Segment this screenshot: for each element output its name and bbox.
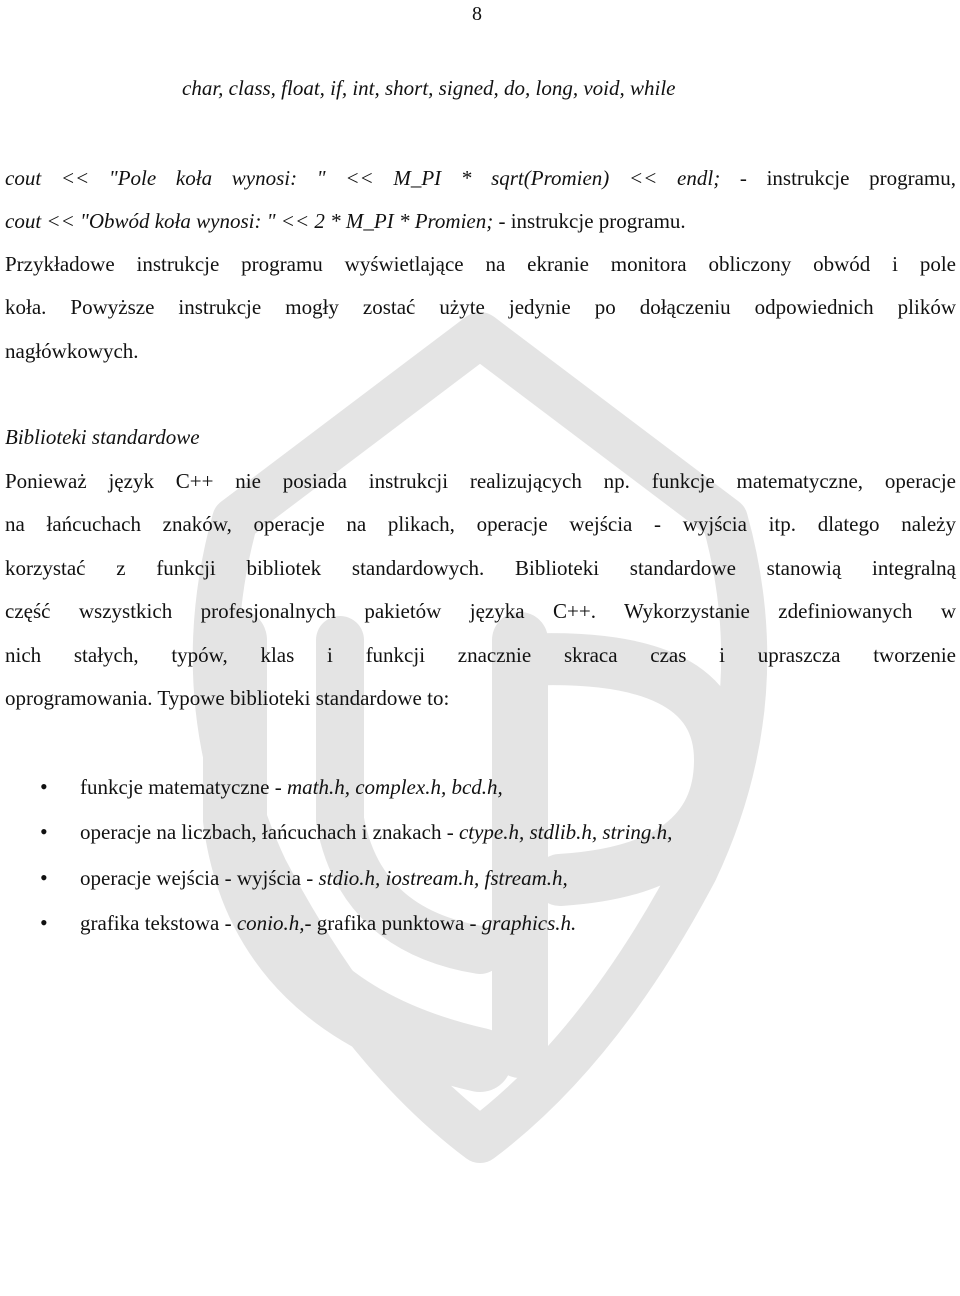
bullet-icon: • (40, 910, 48, 935)
list-item-text (80, 775, 503, 799)
bullet-icon: • (40, 774, 48, 799)
list-item-label: grafika tekstowa - (80, 911, 237, 935)
bullet-icon: • (40, 819, 48, 844)
code-line (5, 166, 956, 190)
code-description: - instrukcje programu, (720, 166, 956, 190)
list-item-files: ctype.h, stdlib.h, string.h, (458, 820, 673, 844)
code-line (5, 209, 686, 233)
keywords-line: char, class, float, if, int, short, signed, do, long, void, while (182, 76, 676, 100)
list-item-label: operacje wejścia - wyjścia - (80, 866, 319, 890)
code-snippet: cout << "Pole koła wynosi: " << M_PI * sqrt(Promien) << endl; (5, 166, 721, 190)
paragraph-line: koła. Powyższe instrukcje mogły zostać użyte jedynie po dołączeniu odpowiednich plików (5, 295, 956, 319)
paragraph-line: nich stałych, typów, klas i funkcji znacznie skraca czas i upraszcza tworzenie (5, 643, 956, 667)
paragraph-line: nagłówkowych. (5, 339, 139, 363)
bullet-icon: • (40, 865, 48, 890)
code-description: - instrukcje programu. (493, 209, 686, 233)
paragraph-line: Ponieważ język C++ nie posiada instrukcji realizujących np. funkcje matematyczne, operacje (5, 469, 956, 493)
list-item-label: funkcje matematyczne - (80, 775, 287, 799)
list-item-files: stdio.h, iostream.h, fstream.h, (318, 866, 568, 890)
page-number: 8 (472, 3, 482, 25)
paragraph-line: oprogramowania. Typowe biblioteki standardowe to: (5, 686, 450, 710)
paragraph-line: Przykładowe instrukcje programu wyświetlające na ekranie monitora obliczony obwód i pole (5, 252, 956, 276)
list-item-extra: - grafika punktowa - (304, 911, 482, 935)
list-item-text (80, 911, 576, 935)
list-item-label: operacje na liczbach, łańcuchach i znakach - (80, 820, 459, 844)
paragraph-line: korzystać z funkcji bibliotek standardowych. Biblioteki standardowe stanowią integralną (5, 556, 956, 580)
list-item-files: math.h, complex.h, bcd.h, (286, 775, 503, 799)
section-heading: Biblioteki standardowe (5, 425, 200, 449)
list-item-text (80, 820, 672, 844)
list-item-files: graphics.h. (481, 911, 577, 935)
paragraph-line: część wszystkich profesjonalnych pakietów języka C++. Wykorzystanie zdefiniowanych w (5, 599, 956, 623)
code-snippet: cout << "Obwód koła wynosi: " << 2 * M_PI * Promien; (5, 209, 494, 233)
list-item-text (80, 866, 568, 890)
paragraph-line: na łańcuchach znaków, operacje na plikach, operacje wejścia - wyjścia itp. dlatego należy (5, 512, 956, 536)
list-item-files: conio.h, (236, 911, 305, 935)
